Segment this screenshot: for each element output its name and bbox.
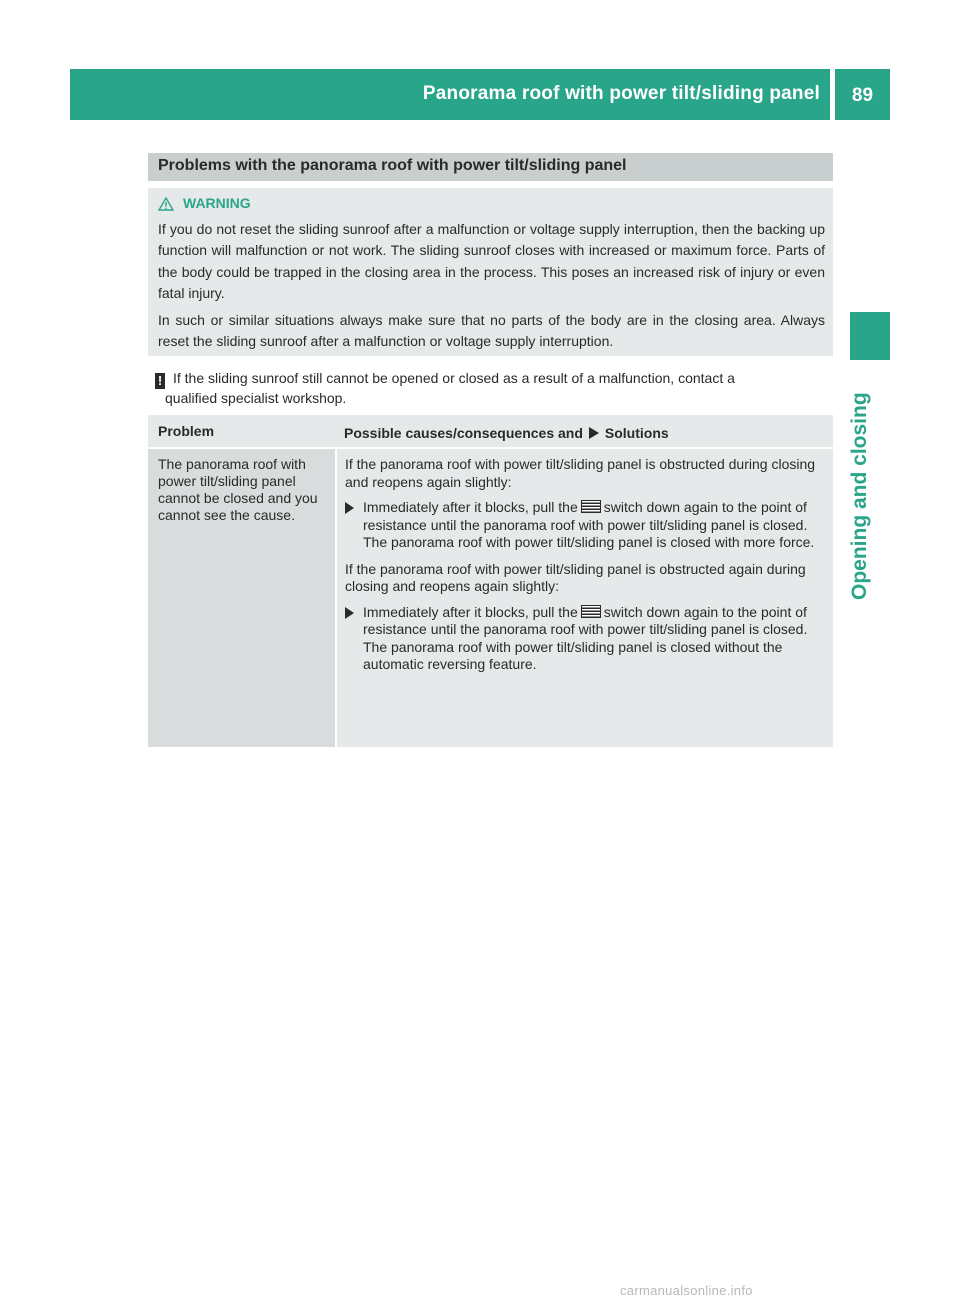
page-header-bar: [70, 69, 830, 120]
solution-step: [345, 604, 827, 674]
warning-triangle-icon: [158, 197, 174, 211]
step-text: Immediately after it blocks, pull the: [363, 499, 578, 515]
table-cell-problem: The panorama roof with power tilt/sliding panel cannot be closed and you cannot see the cause.: [148, 449, 335, 747]
warning-label: WARNING: [183, 195, 251, 211]
note-text: If the sliding sunroof still cannot be opened or closed as a result of a malfunction, contact a: [173, 370, 735, 386]
note: [155, 369, 827, 407]
exclamation-icon: !: [155, 373, 165, 389]
chapter-tab: [850, 312, 890, 360]
section-heading: Problems with the panorama roof with power tilt/sliding panel: [148, 153, 833, 181]
column-header-solution-label: Possible causes/consequences and: [344, 425, 583, 441]
arrow-right-icon: [589, 427, 599, 439]
arrow-right-icon: [345, 607, 354, 619]
sunroof-switch-icon: [581, 605, 601, 618]
column-header-problem: Problem: [158, 423, 215, 439]
sunroof-switch-icon: [581, 500, 601, 513]
column-header-solution: [344, 425, 669, 441]
table-header: [148, 415, 833, 447]
solution-intro: If the panorama roof with power tilt/sliding panel is obstructed during closing and reopens again slightly:: [345, 456, 816, 490]
warning-box: [148, 188, 833, 356]
chapter-label: Opening and closing: [848, 392, 871, 600]
warning-paragraph: If you do not reset the sliding sunroof after a malfunction or voltage supply interruption, then the backing up function will malfunction or not work. The sliding sunroof closes with increased or maximum force. Parts of the body could be trapped in the closing area in the process. This poses an increased risk of injury or even fatal injury.: [158, 220, 825, 301]
step-result: The panorama roof with power tilt/sliding panel is closed with more force.: [363, 534, 815, 550]
step-result: The panorama roof with power tilt/sliding panel is closed without the automatic reversing feature.: [363, 638, 783, 672]
note-text: qualified specialist workshop.: [165, 390, 347, 406]
step-text: Immediately after it blocks, pull the: [363, 603, 578, 620]
table-cell-solution: [337, 449, 833, 747]
column-header-solution-label: Solutions: [604, 425, 669, 441]
arrow-right-icon: [345, 502, 354, 514]
warning-header: [158, 193, 825, 215]
solution-step: [345, 499, 827, 552]
step-text: switch down again to the point of resistance until the panorama roof with power tilt/sliding panel is closed.: [363, 499, 808, 533]
watermark: carmanualsonline.info: [620, 1283, 753, 1298]
page-number: 89: [835, 69, 890, 120]
step-text: switch down again to the point of resistance until the panorama roof with power tilt/sliding panel is closed.: [363, 603, 808, 637]
header-title: Panorama roof with power tilt/sliding panel: [422, 83, 820, 104]
warning-paragraph: In such or similar situations always make sure that no parts of the body are in the closing area. Always reset the sliding sunroof after a malfunction or voltage supply interruption.: [158, 311, 825, 349]
solution-intro: If the panorama roof with power tilt/sliding panel is obstructed again during closing and reopens again slightly:: [345, 560, 806, 594]
